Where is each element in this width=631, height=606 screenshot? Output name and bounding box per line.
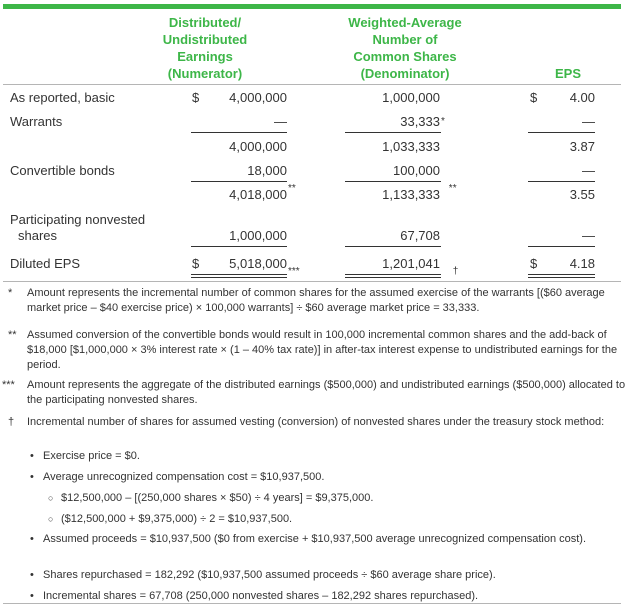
header-line: Distributed/: [168, 15, 242, 30]
eps-value: —: [582, 228, 595, 243]
dollar-sign: $: [192, 90, 200, 105]
eps-value: 3.87: [569, 139, 595, 154]
eps-value: —: [582, 114, 595, 129]
underline: [191, 246, 287, 247]
bullet-text: $12,500,000 – [(250,000 shares × $50) ÷ 4 years] = $9,375,000.: [61, 492, 374, 504]
value: 1,201,041: [382, 256, 440, 271]
value: 4,000,000: [229, 90, 287, 105]
numerator-value: [180, 114, 287, 130]
underline: [191, 181, 287, 182]
value: 4,000,000: [229, 139, 287, 154]
bullet-icon: •: [30, 471, 34, 483]
bullet-text: Exercise price = $0.: [43, 450, 140, 462]
underline: [345, 181, 441, 182]
row-label: Participating nonvested: [10, 212, 146, 227]
value: —: [274, 114, 287, 129]
column-header-denominator: [330, 14, 480, 82]
value: 1,000,000: [382, 90, 440, 105]
header-line: Number of: [372, 32, 438, 47]
denominator-value: [330, 228, 440, 244]
bullet-text: ($12,500,000 + $9,375,000) ÷ 2 = $10,937,500.: [61, 513, 293, 525]
header-line: Earnings: [177, 49, 233, 64]
value: 1,133,333: [382, 187, 440, 202]
dollar-sign: $: [530, 256, 538, 271]
bottom-divider: [3, 603, 621, 604]
row-label-continued: shares: [18, 228, 58, 243]
bullet-text: Average unrecognized compensation cost = $10,937,500.: [43, 471, 325, 483]
value: 4,018,000: [229, 187, 287, 202]
value: 1,033,333: [382, 139, 440, 154]
header-line: (Numerator): [167, 66, 243, 81]
value: 18,000: [247, 163, 287, 178]
value: 5,018,000: [229, 256, 287, 271]
bullet-text: Assumed proceeds = $10,937,500 ($0 from exercise + $10,937,500 average unrecognized compensation cost).: [43, 533, 587, 545]
bullet-icon: ○: [48, 493, 54, 503]
row-label: As reported, basic: [10, 90, 115, 105]
footnote-marker: *: [441, 116, 445, 127]
underline: [345, 132, 441, 133]
bullet-text: Shares repurchased = 182,292 ($10,937,500 assumed proceeds ÷ $60 average share price).: [43, 569, 496, 581]
numerator-value: [180, 90, 287, 106]
footnote-mark: *: [8, 287, 13, 299]
eps-value: 4.00: [569, 90, 595, 105]
underline: [345, 274, 441, 275]
numerator-value: [180, 228, 287, 244]
header-line: Undistributed: [162, 32, 248, 47]
underline: [191, 132, 287, 133]
footnote-mark: ***: [2, 379, 15, 391]
footnote-text: Amount represents the incremental number of common shares for the assumed exercise of the warrants [($60 average market price – $40 exercise price) × 100,000 warrants] ÷ $60 average market price = 33,333.: [27, 287, 605, 314]
row-label: Convertible bonds: [10, 163, 115, 178]
footnote-text: Incremental number of shares for assumed vesting (conversion) of nonvested shares under the treasury stock method:: [27, 416, 605, 428]
eps-value: —: [582, 163, 595, 178]
bullet-icon: •: [30, 450, 34, 462]
underline: [345, 246, 441, 247]
bullet-icon: •: [30, 590, 34, 602]
numerator-value: [180, 256, 287, 272]
double-underline: [345, 277, 441, 278]
underline: [191, 274, 287, 275]
numerator-value: [180, 187, 287, 203]
footnote-marker: **: [288, 183, 296, 194]
bullet-icon: ○: [48, 514, 54, 524]
bullet-icon: •: [30, 533, 34, 545]
footnote-marker: †: [452, 266, 459, 277]
dollar-sign: $: [530, 90, 538, 105]
underline: [528, 132, 595, 133]
numerator-value: [180, 139, 287, 155]
footnote-text: Assumed conversion of the convertible bonds would result in 100,000 incremental common shares and the add-back of $18,000 [$1,000,000 × 3% interest rate × (1 – 40% tax rate)] in after-tax interest expense to undistributed earnings for the period.: [27, 329, 618, 371]
footnote-mark: †: [8, 416, 15, 428]
header-divider: [3, 84, 621, 85]
denominator-value: [330, 114, 440, 130]
underline: [528, 246, 595, 247]
column-header-numerator: [160, 14, 250, 82]
header-line: (Denominator): [360, 66, 450, 81]
column-header-eps: EPS: [554, 66, 581, 81]
underline: [528, 274, 595, 275]
dollar-sign: $: [192, 256, 200, 271]
row-label: Diluted EPS: [10, 256, 81, 271]
footnote-marker: ***: [288, 266, 300, 277]
value: 100,000: [393, 163, 440, 178]
header-line: Weighted-Average: [348, 15, 462, 30]
value: 33,333: [400, 114, 440, 129]
denominator-value: [330, 139, 440, 155]
bullet-icon: •: [30, 569, 34, 581]
header-accent-bar: [3, 4, 621, 9]
value: 67,708: [400, 228, 440, 243]
underline: [528, 181, 595, 182]
double-underline: [528, 277, 595, 278]
denominator-value: [330, 90, 440, 106]
denominator-value: [330, 256, 440, 272]
footnote-text: Amount represents the aggregate of the distributed earnings ($500,000) and undistributed earnings ($500,000) allocated to the participating nonvested shares.: [27, 379, 626, 406]
eps-value: 3.55: [569, 187, 595, 202]
row-label: Warrants: [10, 114, 63, 129]
footnote-mark: **: [8, 329, 17, 341]
denominator-value: [330, 163, 440, 179]
value: 1,000,000: [229, 228, 287, 243]
table-footnote-divider: [3, 281, 621, 282]
double-underline: [191, 277, 287, 278]
eps-value: 4.18: [569, 256, 595, 271]
denominator-value: [330, 187, 440, 203]
numerator-value: [180, 163, 287, 179]
bullet-text: Incremental shares = 67,708 (250,000 nonvested shares – 182,292 shares repurchased).: [43, 590, 479, 602]
header-line: Common Shares: [353, 49, 457, 64]
footnote-marker: **: [448, 183, 457, 194]
